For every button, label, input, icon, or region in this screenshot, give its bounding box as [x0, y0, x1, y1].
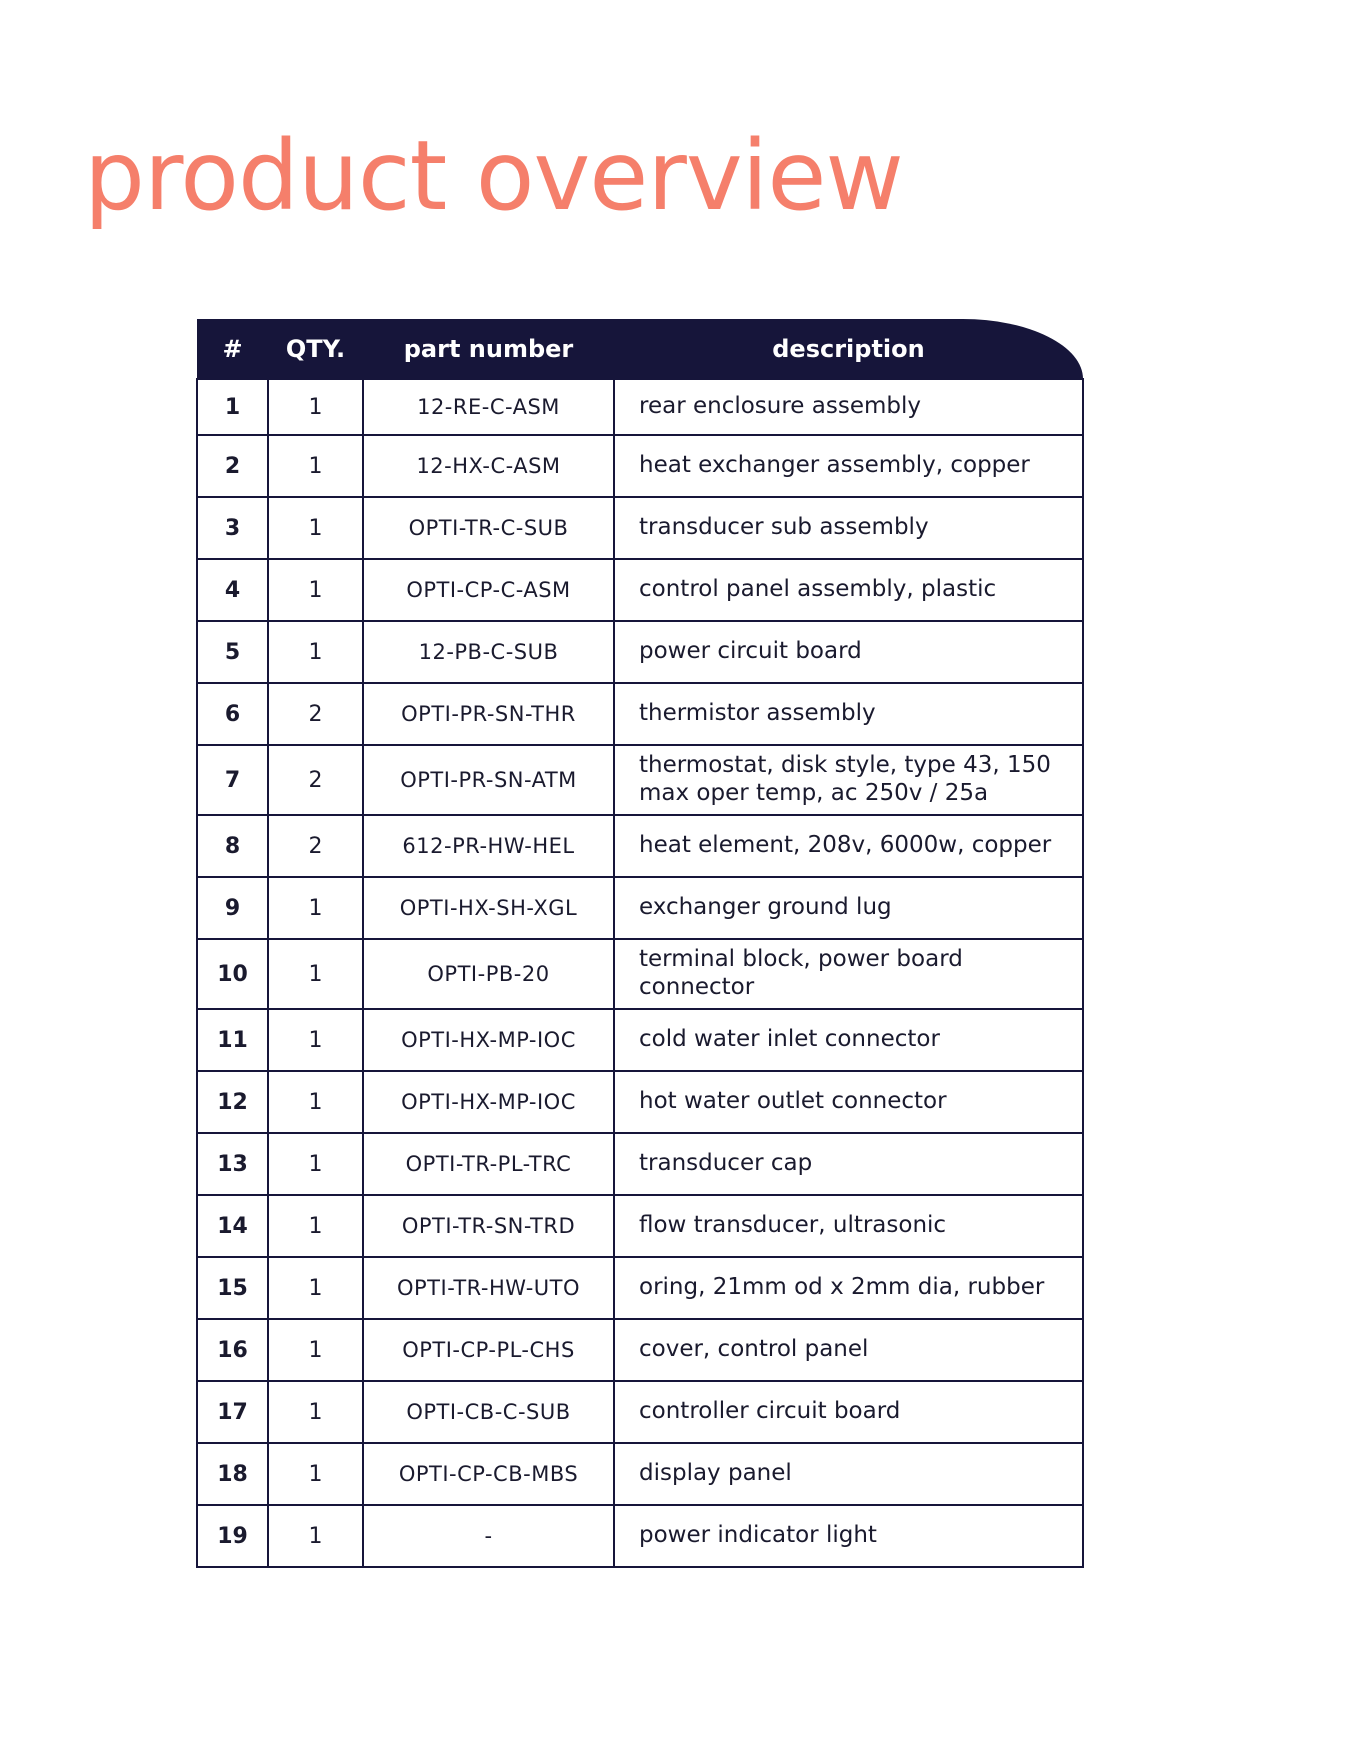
- header-number: #: [197, 319, 268, 379]
- item-description-cell: [614, 559, 1083, 621]
- item-description: transducer sub assembly: [639, 514, 929, 541]
- item-part-number: OPTI-HX-MP-IOC: [401, 1028, 576, 1052]
- item-qty: 1: [308, 1337, 323, 1363]
- item-description-cell: [614, 1195, 1083, 1257]
- item-number: 13: [217, 1151, 248, 1177]
- item-number: 16: [217, 1337, 248, 1363]
- item-qty-cell: [268, 1505, 363, 1567]
- item-number: 14: [217, 1213, 248, 1239]
- item-qty: 1: [308, 895, 323, 921]
- item-part-number-cell: [363, 1071, 614, 1133]
- item-description-cell: [614, 1009, 1083, 1071]
- item-description-cell: [614, 745, 1083, 815]
- item-part-number: -: [484, 1524, 493, 1548]
- item-qty: 1: [308, 577, 323, 603]
- item-qty-cell: [268, 1381, 363, 1443]
- item-number: 7: [224, 767, 241, 793]
- item-description: heat element, 208v, 6000w, copper: [639, 832, 1052, 859]
- item-description: cold water inlet connector: [639, 1026, 940, 1053]
- item-qty-cell: [268, 939, 363, 1009]
- item-part-number: 12-RE-C-ASM: [417, 395, 560, 419]
- item-number: 6: [224, 701, 241, 727]
- table-row: [197, 1443, 1083, 1505]
- item-part-number-cell: [363, 559, 614, 621]
- item-qty-cell: [268, 435, 363, 497]
- item-number: 11: [217, 1027, 248, 1053]
- item-part-number: 12-PB-C-SUB: [418, 640, 559, 664]
- item-part-number: OPTI-CP-PL-CHS: [402, 1338, 575, 1362]
- item-qty-cell: [268, 1009, 363, 1071]
- item-description: rear enclosure assembly: [639, 393, 921, 420]
- parts-table-container: [196, 319, 1082, 1568]
- item-qty-cell: [268, 621, 363, 683]
- item-description-cell: [614, 877, 1083, 939]
- item-description: control panel assembly, plastic: [639, 576, 997, 603]
- table-row: [197, 559, 1083, 621]
- item-part-number: OPTI-PR-SN-ATM: [400, 768, 577, 792]
- item-part-number-cell: [363, 683, 614, 745]
- table-row: [197, 877, 1083, 939]
- item-description: power circuit board: [639, 638, 862, 665]
- header-row: [197, 319, 1083, 379]
- item-number: 4: [224, 577, 241, 603]
- table-header: [197, 319, 1083, 379]
- item-qty: 1: [308, 1027, 323, 1053]
- item-description: hot water outlet connector: [639, 1088, 947, 1115]
- item-qty-cell: [268, 1195, 363, 1257]
- table-row: [197, 1009, 1083, 1071]
- item-part-number-cell: [363, 497, 614, 559]
- item-part-number-cell: [363, 1319, 614, 1381]
- item-part-number: OPTI-TR-PL-TRC: [405, 1152, 572, 1176]
- item-qty: 1: [308, 1461, 323, 1487]
- item-qty: 1: [308, 394, 323, 420]
- item-description: terminal block, power board connector: [639, 946, 963, 1000]
- item-part-number: OPTI-PR-SN-THR: [401, 702, 576, 726]
- item-qty-cell: [268, 877, 363, 939]
- item-qty-cell: [268, 1443, 363, 1505]
- item-description: thermostat, disk style, type 43, 150 max oper temp, ac 250v / 25a: [639, 752, 1051, 806]
- table-row: [197, 435, 1083, 497]
- item-part-number-cell: [363, 1443, 614, 1505]
- item-number-cell: [197, 745, 268, 815]
- item-number: 3: [224, 515, 241, 541]
- item-part-number: OPTI-HX-MP-IOC: [401, 1090, 576, 1114]
- item-part-number: OPTI-TR-HW-UTO: [396, 1276, 581, 1300]
- item-qty: 1: [308, 1151, 323, 1177]
- item-number: 1: [224, 394, 241, 420]
- item-number-cell: [197, 1009, 268, 1071]
- item-part-number-cell: [363, 815, 614, 877]
- item-number: 9: [224, 895, 241, 921]
- table-row: [197, 621, 1083, 683]
- item-part-number-cell: [363, 621, 614, 683]
- item-number: 5: [224, 639, 241, 665]
- item-part-number-cell: [363, 877, 614, 939]
- item-qty: 1: [308, 1089, 323, 1115]
- item-part-number-cell: [363, 1009, 614, 1071]
- header-qty: QTY.: [268, 319, 363, 379]
- item-part-number-cell: [363, 1133, 614, 1195]
- item-description-cell: [614, 497, 1083, 559]
- item-description: oring, 21mm od x 2mm dia, rubber: [639, 1274, 1045, 1301]
- page-title: product overview: [84, 120, 903, 232]
- table-row: [197, 939, 1083, 1009]
- item-part-number: OPTI-PB-20: [427, 962, 550, 986]
- item-number-cell: [197, 1381, 268, 1443]
- item-number: 18: [217, 1461, 248, 1487]
- item-number-cell: [197, 1319, 268, 1381]
- item-number-cell: [197, 1443, 268, 1505]
- item-number-cell: [197, 1071, 268, 1133]
- item-qty-cell: [268, 497, 363, 559]
- item-description: power indicator light: [639, 1522, 877, 1549]
- item-description-cell: [614, 1319, 1083, 1381]
- item-qty: 1: [308, 961, 323, 987]
- item-part-number-cell: [363, 939, 614, 1009]
- item-number-cell: [197, 877, 268, 939]
- item-qty-cell: [268, 1133, 363, 1195]
- item-number: 12: [217, 1089, 248, 1115]
- item-description: heat exchanger assembly, copper: [639, 452, 1030, 479]
- item-qty-cell: [268, 1257, 363, 1319]
- item-part-number: OPTI-CP-C-ASM: [406, 578, 571, 602]
- table-body: [197, 379, 1083, 1567]
- table-row: [197, 497, 1083, 559]
- item-number: 19: [217, 1523, 248, 1549]
- item-qty: 1: [308, 1523, 323, 1549]
- item-description: cover, control panel: [639, 1336, 869, 1363]
- item-number: 17: [217, 1399, 248, 1425]
- item-qty-cell: [268, 379, 363, 435]
- item-part-number: OPTI-HX-SH-XGL: [399, 896, 578, 920]
- item-part-number: 12-HX-C-ASM: [416, 454, 561, 478]
- item-number-cell: [197, 1505, 268, 1567]
- item-part-number-cell: [363, 745, 614, 815]
- table-row: [197, 1071, 1083, 1133]
- item-qty: 1: [308, 515, 323, 541]
- item-part-number-cell: [363, 435, 614, 497]
- table-row: [197, 1257, 1083, 1319]
- table-row: [197, 683, 1083, 745]
- table-row: [197, 1319, 1083, 1381]
- table-row: [197, 1381, 1083, 1443]
- item-qty: 2: [308, 701, 323, 727]
- item-number-cell: [197, 1133, 268, 1195]
- item-description-cell: [614, 379, 1083, 435]
- item-description-cell: [614, 621, 1083, 683]
- item-number-cell: [197, 497, 268, 559]
- item-number-cell: [197, 621, 268, 683]
- item-description-cell: [614, 1071, 1083, 1133]
- item-description: flow transducer, ultrasonic: [639, 1212, 947, 1239]
- item-description-cell: [614, 1505, 1083, 1567]
- item-qty: 1: [308, 639, 323, 665]
- item-number-cell: [197, 435, 268, 497]
- table-row: [197, 1505, 1083, 1567]
- item-part-number: OPTI-CP-CB-MBS: [398, 1462, 579, 1486]
- item-qty: 1: [308, 1275, 323, 1301]
- item-qty: 1: [308, 1213, 323, 1239]
- item-description-cell: [614, 815, 1083, 877]
- header-part-number: part number: [363, 319, 614, 379]
- item-description-cell: [614, 939, 1083, 1009]
- item-number: 15: [217, 1275, 248, 1301]
- item-part-number: OPTI-TR-SN-TRD: [401, 1214, 576, 1238]
- item-part-number: 612-PR-HW-HEL: [402, 834, 575, 858]
- item-qty: 1: [308, 453, 323, 479]
- item-part-number: OPTI-CB-C-SUB: [406, 1400, 571, 1424]
- item-description-cell: [614, 435, 1083, 497]
- item-number-cell: [197, 1195, 268, 1257]
- item-description: display panel: [639, 1460, 792, 1487]
- table-row: [197, 379, 1083, 435]
- item-part-number-cell: [363, 1257, 614, 1319]
- item-number: 2: [224, 453, 241, 479]
- item-qty: 2: [308, 767, 323, 793]
- table-row: [197, 815, 1083, 877]
- item-number-cell: [197, 379, 268, 435]
- item-qty-cell: [268, 815, 363, 877]
- item-description-cell: [614, 1257, 1083, 1319]
- item-qty: 2: [308, 833, 323, 859]
- item-part-number: OPTI-TR-C-SUB: [408, 516, 569, 540]
- item-number-cell: [197, 1257, 268, 1319]
- item-description-cell: [614, 1381, 1083, 1443]
- item-description-cell: [614, 1133, 1083, 1195]
- item-qty: 1: [308, 1399, 323, 1425]
- item-part-number-cell: [363, 1505, 614, 1567]
- parts-table: [196, 319, 1084, 1568]
- item-number-cell: [197, 939, 268, 1009]
- item-description: transducer cap: [639, 1150, 813, 1177]
- item-number-cell: [197, 559, 268, 621]
- item-qty-cell: [268, 1319, 363, 1381]
- item-qty-cell: [268, 745, 363, 815]
- item-number: 8: [224, 833, 241, 859]
- item-qty-cell: [268, 559, 363, 621]
- table-row: [197, 1133, 1083, 1195]
- item-description: controller circuit board: [639, 1398, 901, 1425]
- table-row: [197, 1195, 1083, 1257]
- item-description: thermistor assembly: [639, 700, 876, 727]
- item-description-cell: [614, 1443, 1083, 1505]
- item-number-cell: [197, 815, 268, 877]
- item-description: exchanger ground lug: [639, 894, 892, 921]
- item-qty-cell: [268, 1071, 363, 1133]
- item-number: 10: [217, 961, 248, 987]
- item-qty-cell: [268, 683, 363, 745]
- item-part-number-cell: [363, 1381, 614, 1443]
- item-part-number-cell: [363, 379, 614, 435]
- item-part-number-cell: [363, 1195, 614, 1257]
- item-number-cell: [197, 683, 268, 745]
- table-row: [197, 745, 1083, 815]
- item-description-cell: [614, 683, 1083, 745]
- header-description: description: [614, 319, 1083, 379]
